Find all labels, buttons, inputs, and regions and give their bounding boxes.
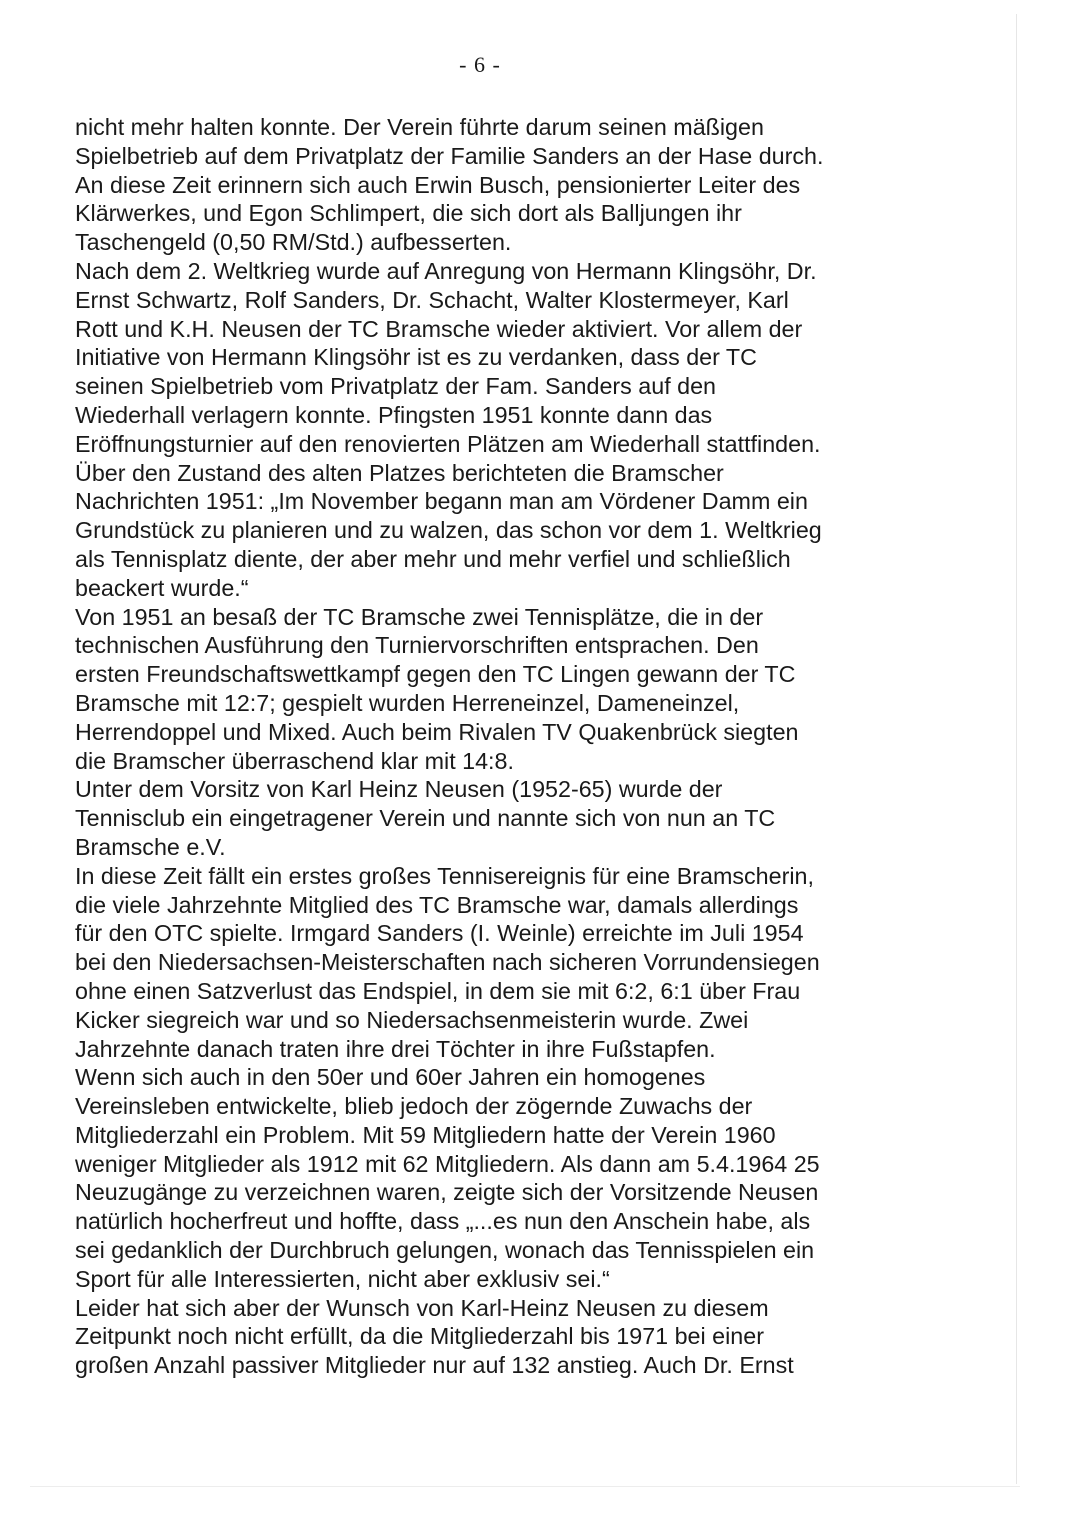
text-line: bei den Niedersachsen-Meisterschaften nach sicheren Vorrundensiegen [75, 949, 820, 976]
text-line: Jahrzehnte danach traten ihre drei Töchter in ihre Fußstapfen. [75, 1035, 716, 1062]
text-line: Über den Zustand des alten Platzes berichteten die Bramscher [75, 459, 724, 486]
text-line: die Bramscher überraschend klar mit 14:8. [75, 747, 514, 774]
text-line: Wenn sich auch in den 50er und 60er Jahren ein homogenes [75, 1064, 706, 1091]
text-line: technischen Ausführung den Turniervorschriften entsprachen. Den [75, 632, 759, 659]
text-line: Nachrichten 1951: „Im November begann man am Vördener Damm ein [75, 488, 808, 515]
text-line: weniger Mitglieder als 1912 mit 62 Mitgliedern. Als dann am 5.4.1964 25 [75, 1150, 820, 1177]
text-line: Mitgliederzahl ein Problem. Mit 59 Mitgliedern hatte der Verein 1960 [75, 1121, 776, 1148]
text-line: beackert wurde.“ [75, 574, 249, 601]
text-line: Wiederhall verlagern konnte. Pfingsten 1951 konnte dann das [75, 401, 713, 428]
text-line: die viele Jahrzehnte Mitglied des TC Bramsche war, damals allerdings [75, 891, 799, 918]
body-text [75, 113, 895, 1380]
text-line: Unter dem Vorsitz von Karl Heinz Neusen (1952-65) wurde der [75, 776, 723, 803]
text-line: Leider hat sich aber der Wunsch von Karl-Heinz Neusen zu diesem [75, 1294, 769, 1321]
text-line: Vereinsleben entwickelte, blieb jedoch der zögernde Zuwachs der [75, 1093, 753, 1120]
text-line: Bramsche mit 12:7; gespielt wurden Herreneinzel, Dameneinzel, [75, 689, 740, 716]
text-line: Zeitpunkt noch nicht erfüllt, da die Mitgliederzahl bis 1971 bei einer [75, 1323, 764, 1350]
scan-edge-line-bottom [30, 1486, 1020, 1487]
text-line: sei gedanklich der Durchbruch gelungen, wonach das Tennisspielen ein [75, 1237, 815, 1264]
text-line: Taschengeld (0,50 RM/Std.) aufbesserten. [75, 229, 512, 256]
text-line: Bramsche e.V. [75, 833, 226, 860]
text-line: Initiative von Hermann Klingsöhr ist es zu verdanken, dass der TC [75, 344, 757, 371]
text-line: ohne einen Satzverlust das Endspiel, in dem sie mit 6:2, 6:1 über Frau [75, 977, 801, 1004]
text-line: Klärwerkes, und Egon Schlimpert, die sich dort als Balljungen ihr [75, 200, 742, 227]
text-line: Von 1951 an besaß der TC Bramsche zwei Tennisplätze, die in der [75, 603, 764, 630]
text-line: Eröffnungsturnier auf den renovierten Plätzen am Wiederhall stattfinden. [75, 430, 821, 457]
text-line: In diese Zeit fällt ein erstes großes Tennisereignis für eine Bramscherin, [75, 862, 814, 889]
text-line: Sport für alle Interessierten, nicht aber exklusiv sei.“ [75, 1265, 610, 1292]
text-line: nicht mehr halten konnte. Der Verein führte darum seinen mäßigen [75, 114, 764, 140]
text-line: Nach dem 2. Weltkrieg wurde auf Anregung von Hermann Klingsöhr, Dr. [75, 257, 817, 284]
text-line: Tennisclub ein eingetragener Verein und nannte sich von nun an TC [75, 805, 776, 832]
text-line: als Tennisplatz diente, der aber mehr und mehr verfiel und schließlich [75, 545, 791, 572]
text-line: Ernst Schwartz, Rolf Sanders, Dr. Schacht, Walter Klostermeyer, Karl [75, 286, 789, 313]
text-line: An diese Zeit erinnern sich auch Erwin Busch, pensionierter Leiter des [75, 171, 801, 198]
text-line: Kicker siegreich war und so Niedersachsenmeisterin wurde. Zwei [75, 1006, 749, 1033]
text-line: für den OTC spielte. Irmgard Sanders (I. Weinle) erreichte im Juli 1954 [75, 920, 804, 947]
scan-edge-line-right [1016, 14, 1017, 1484]
text-line: seinen Spielbetrieb vom Privatplatz der Fam. Sanders auf den [75, 373, 717, 400]
text-line: Neuzugänge zu verzeichnen waren, zeigte sich der Vorsitzende Neusen [75, 1179, 819, 1206]
text-line: Herrendoppel und Mixed. Auch beim Rivalen TV Quakenbrück siegten [75, 718, 799, 745]
text-line: Spielbetrieb auf dem Privatplatz der Familie Sanders an der Hase durch. [75, 142, 824, 169]
text-line: Rott und K.H. Neusen der TC Bramsche wieder aktiviert. Vor allem der [75, 315, 803, 342]
text-line: großen Anzahl passiver Mitglieder nur auf 132 anstieg. Auch Dr. Ernst [75, 1352, 794, 1379]
text-line: natürlich hocherfreut und hoffte, dass „...es nun den Anschein habe, als [75, 1208, 811, 1235]
text-line: ersten Freundschaftswettkampf gegen den TC Lingen gewann der TC [75, 661, 796, 688]
text-line: Grundstück zu planieren und zu walzen, das schon vor dem 1. Weltkrieg [75, 517, 822, 544]
page-number: - 6 - [459, 52, 501, 77]
